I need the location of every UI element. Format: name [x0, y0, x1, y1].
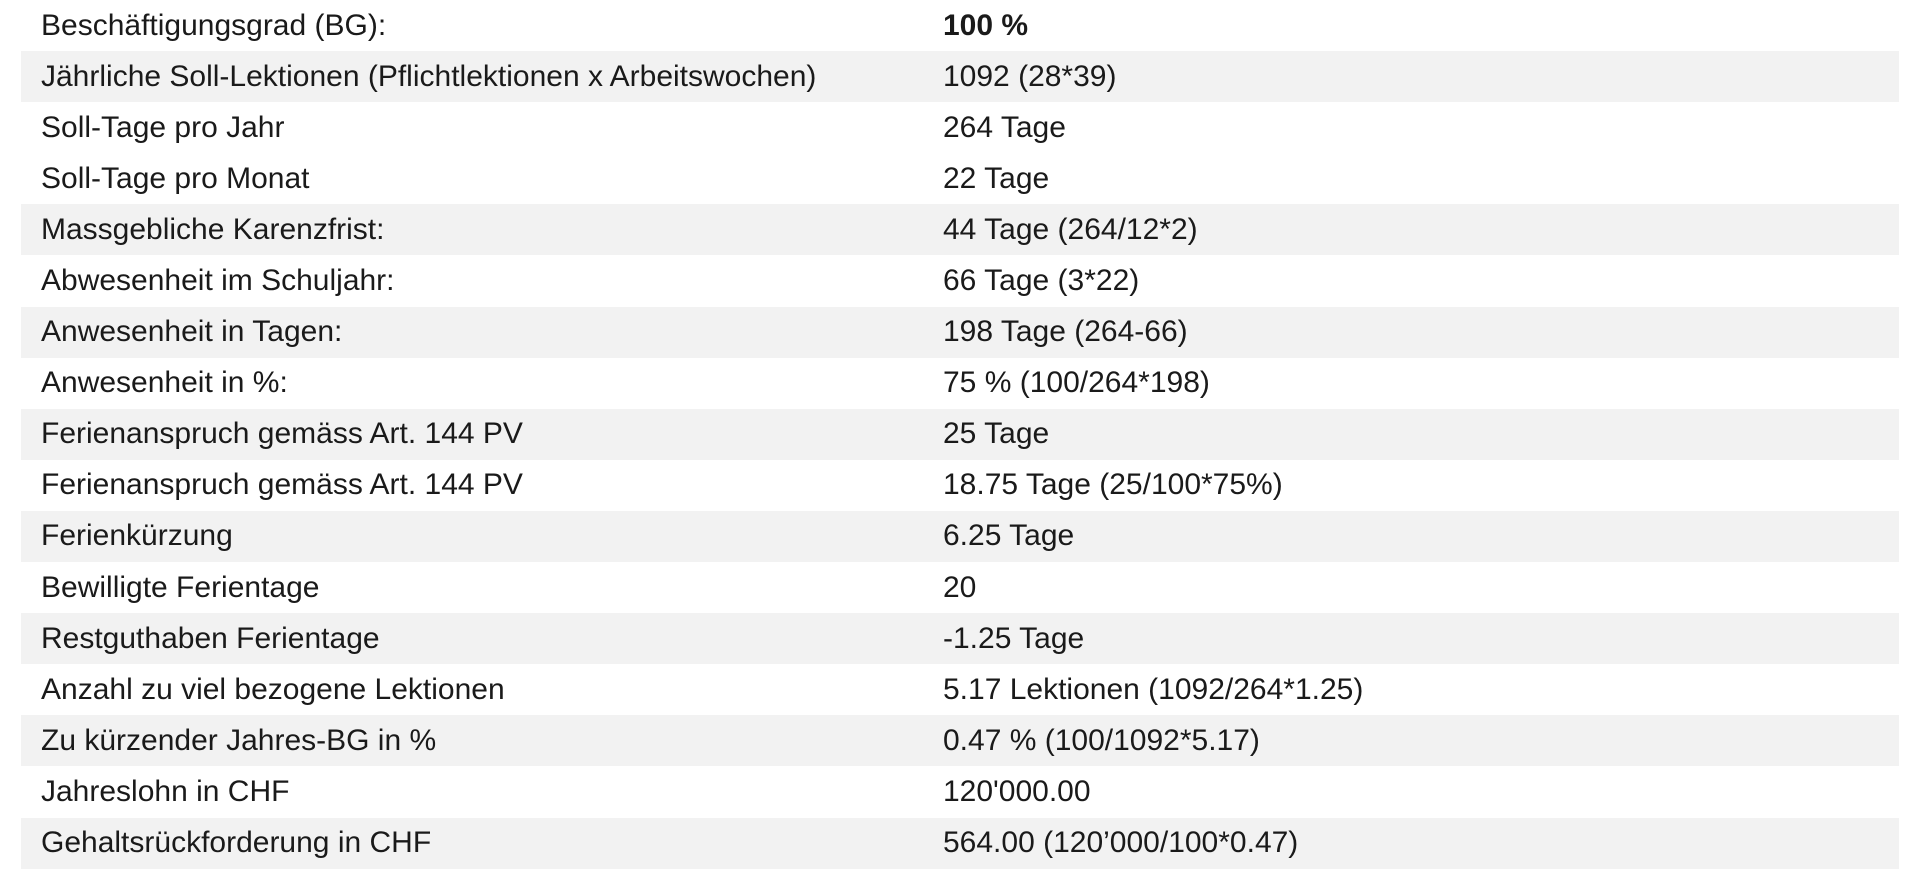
- table-row: [21, 51, 1899, 102]
- row-value: 5.17 Lektionen (1092/264*1.25): [943, 672, 1364, 706]
- table-row: [21, 255, 1899, 306]
- table-row: [21, 307, 1899, 358]
- table-row: [21, 766, 1899, 817]
- row-value: 1092 (28*39): [943, 59, 1117, 93]
- table-row: [21, 102, 1899, 153]
- table-row: [21, 358, 1899, 409]
- row-value: 25 Tage: [943, 417, 1050, 451]
- row-label: Anwesenheit in Tagen:: [41, 315, 343, 349]
- row-value: -1.25 Tage: [943, 621, 1085, 655]
- table-row: [21, 511, 1899, 562]
- row-label: Abwesenheit im Schuljahr:: [41, 264, 395, 298]
- row-label: Anzahl zu viel bezogene Lektionen: [41, 672, 505, 706]
- row-label: Ferienanspruch gemäss Art. 144 PV: [41, 468, 523, 502]
- row-label: Beschäftigungsgrad (BG):: [41, 8, 387, 42]
- row-label: Zu kürzender Jahres-BG in %: [41, 723, 437, 757]
- table-row: [21, 409, 1899, 460]
- row-label: Ferienanspruch gemäss Art. 144 PV: [41, 417, 523, 451]
- row-value: 22 Tage: [943, 161, 1050, 195]
- table-row: [21, 664, 1899, 715]
- table-row: [21, 562, 1899, 613]
- table-row: [21, 613, 1899, 664]
- row-label: Anwesenheit in %:: [41, 366, 288, 400]
- row-label: Soll-Tage pro Monat: [41, 161, 310, 195]
- row-value: 120'000.00: [943, 774, 1091, 808]
- table-row: [21, 153, 1899, 204]
- row-label: Gehaltsrückforderung in CHF: [41, 826, 432, 860]
- row-value: 198 Tage (264-66): [943, 315, 1188, 349]
- row-value: 66 Tage (3*22): [943, 264, 1140, 298]
- table-row: [21, 204, 1899, 255]
- row-value: 44 Tage (264/12*2): [943, 212, 1198, 246]
- row-value: 264 Tage: [943, 110, 1066, 144]
- row-value: 564.00 (120’000/100*0.47): [943, 826, 1299, 860]
- row-value: 18.75 Tage (25/100*75%): [943, 468, 1283, 502]
- row-label: Bewilligte Ferientage: [41, 570, 320, 604]
- row-label: Soll-Tage pro Jahr: [41, 110, 285, 144]
- calculation-table: [21, 0, 1899, 869]
- table-row: [21, 715, 1899, 766]
- table-row: [21, 818, 1899, 869]
- row-value: 6.25 Tage: [943, 519, 1075, 553]
- row-label: Restguthaben Ferientage: [41, 621, 380, 655]
- row-label: Jährliche Soll-Lektionen (Pflichtlektionen x Arbeitswochen): [41, 59, 817, 93]
- row-value: 100 %: [943, 8, 1029, 42]
- row-label: Jahreslohn in CHF: [41, 774, 290, 808]
- row-value: 0.47 % (100/1092*5.17): [943, 723, 1260, 757]
- table-row: [21, 0, 1899, 51]
- row-value: 20: [943, 570, 977, 604]
- row-value: 75 % (100/264*198): [943, 366, 1210, 400]
- row-label: Ferienkürzung: [41, 519, 233, 553]
- table-row: [21, 460, 1899, 511]
- row-label: Massgebliche Karenzfrist:: [41, 212, 385, 246]
